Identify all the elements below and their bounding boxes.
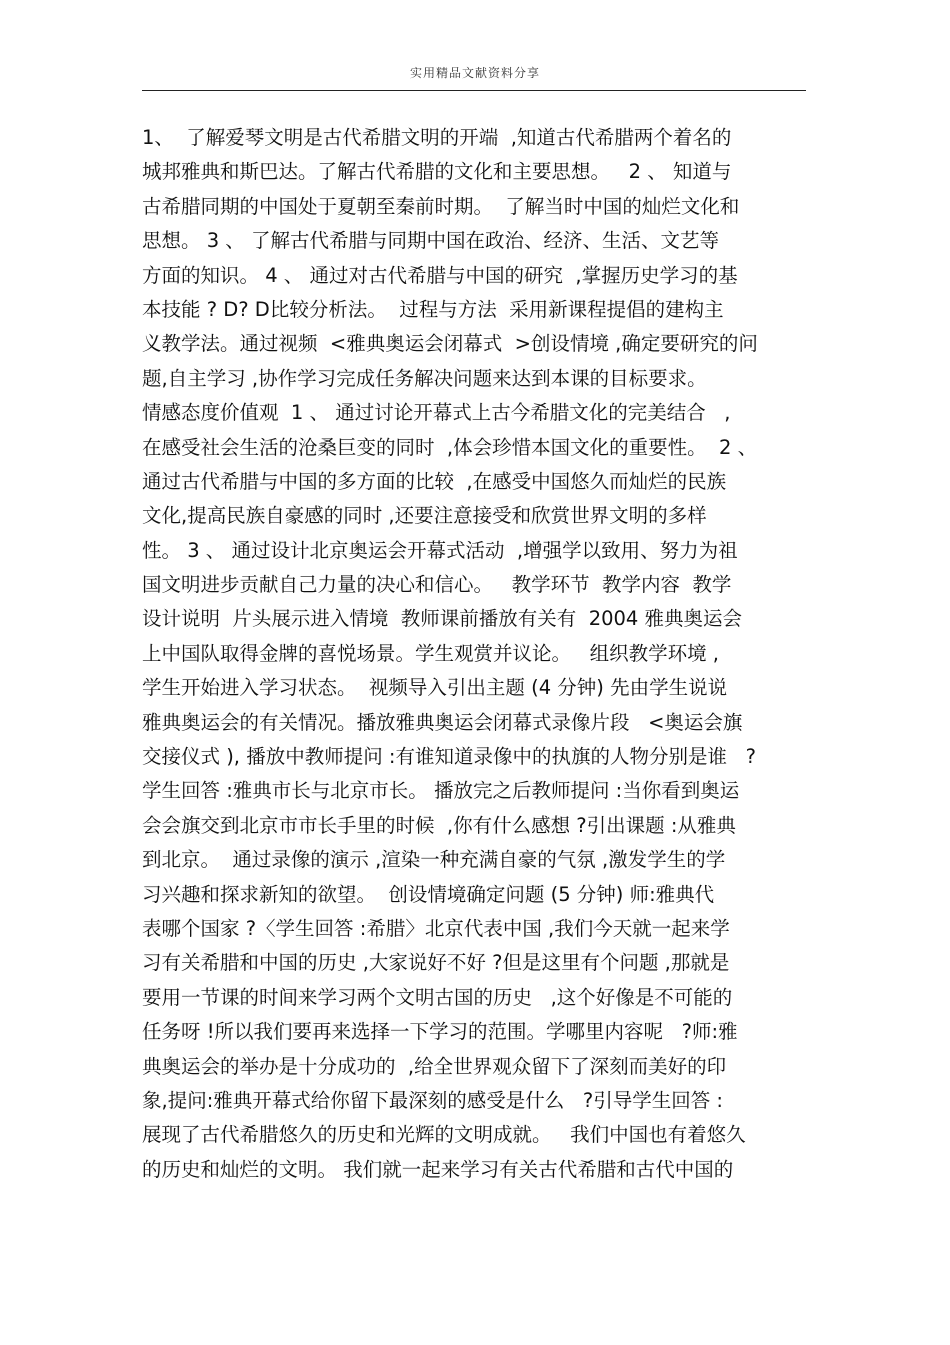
text-line: 学生开始进入学习状态。 视频导入引出主题 (4 分钟) 先由学生说说 (142, 676, 728, 700)
text-line: 到北京。 通过录像的演示 ,渲染一种充满自豪的气氛 ,激发学生的学 (142, 848, 726, 872)
text-line: 1、 了解爱琴文明是古代希腊文明的开端 ,知道古代希腊两个着名的 (142, 126, 732, 149)
text-line: 古希腊同期的中国处于夏朝至秦前时期。 了解当时中国的灿烂文化和 (142, 194, 740, 218)
text-line: 思想。 3 、 了解古代希腊与同期中国在政治、经济、生活、文艺等 (142, 229, 720, 253)
text-line: 情感态度价值观 1 、 通过讨论开幕式上古今希腊文化的完美结合 , (142, 401, 731, 425)
text-line: 设计说明 片头展示进入情境 教师课前播放有关有 2004 雅典奥运会 (142, 607, 743, 631)
text-line: 会会旗交到北京市市长手里的时候 ,你有什么感想 ?引出课题 :从雅典 (142, 813, 736, 837)
text-line: 学生回答 :雅典市长与北京市长。 播放完之后教师提问 :当你看到奥运 (142, 779, 740, 803)
text-line: 国文明进步贡献自己力量的决心和信心。 教学环节 教学内容 教学 (142, 573, 732, 597)
text-line: 典奥运会的举办是十分成功的 ,给全世界观众留下了深刻而美好的印 (142, 1054, 727, 1078)
text-line: 城邦雅典和斯巴达。了解古代希腊的文化和主要思想。 2 、 知道与 (142, 160, 732, 184)
text-line: 要用一节课的时间来学习两个文明古国的历史 ,这个好像是不可能的 (142, 985, 733, 1009)
text-line: 文化,提高民族自豪感的同时 ,还要注意接受和欣赏世界文明的多样 (142, 504, 707, 528)
text-line: 象,提问:雅典开幕式给你留下最深刻的感受是什么 ?引导学生回答 : (142, 1088, 723, 1112)
text-line: 习有关希腊和中国的历史 ,大家说好不好 ?但是这里有个问题 ,那就是 (142, 951, 730, 975)
text-line: 习兴趣和探求新知的欲望。 创设情境确定问题 (5 分钟) 师:雅典代 (142, 882, 715, 906)
text-line: 本技能 ? D? D比较分析法。 过程与方法 采用新课程提倡的建构主 (142, 297, 724, 321)
text-line: 雅典奥运会的有关情况。播放雅典奥运会闭幕式录像片段 <奥运会旗 (142, 710, 743, 734)
text-line: 的历史和灿烂的文明。 我们就一起来学习有关古代希腊和古代中国的 (142, 1157, 734, 1181)
text-line: 通过古代希腊与中国的多方面的比较 ,在感受中国悠久而灿烂的民族 (142, 469, 727, 493)
text-line: 交接仪式 ), 播放中教师提问 :有谁知道录像中的执旗的人物分别是谁 ? (142, 745, 756, 769)
text-line: 题,自主学习 ,协作学习完成任务解决问题来达到本课的目标要求。 (142, 366, 707, 390)
text-line: 表哪个国家 ?〈学生回答 :希腊〉北京代表中国 ,我们今天就一起来学 (142, 916, 730, 940)
text-line: 义教学法。通过视频 <雅典奥运会闭幕式 >创设情境 ,确定要研究的问 (142, 332, 758, 356)
text-line: 展现了古代希腊悠久的历史和光辉的文明成就。 我们中国也有着悠久 (142, 1123, 746, 1147)
text-line: 上中国队取得金牌的喜悦场景。学生观赏并议论。 组织教学环境 , (142, 641, 719, 665)
page-header: 实用精品文献资料分享 (409, 66, 540, 80)
document-body (142, 121, 806, 1187)
text-line: 在感受社会生活的沧桑巨变的同时 ,体会珍惜本国文化的重要性。 2 、 (142, 435, 758, 459)
text-line: 性。 3 、 通过设计北京奥运会开幕式活动 ,增强学以致用、努力为祖 (142, 538, 738, 562)
text-line: 任务呀 !所以我们要再来选择一下学习的范围。学哪里内容呢 ?师:雅 (142, 1020, 738, 1044)
text-line: 方面的知识。 4 、 通过对古代希腊与中国的研究 ,掌握历史学习的基 (142, 263, 738, 287)
header-divider (142, 90, 806, 91)
